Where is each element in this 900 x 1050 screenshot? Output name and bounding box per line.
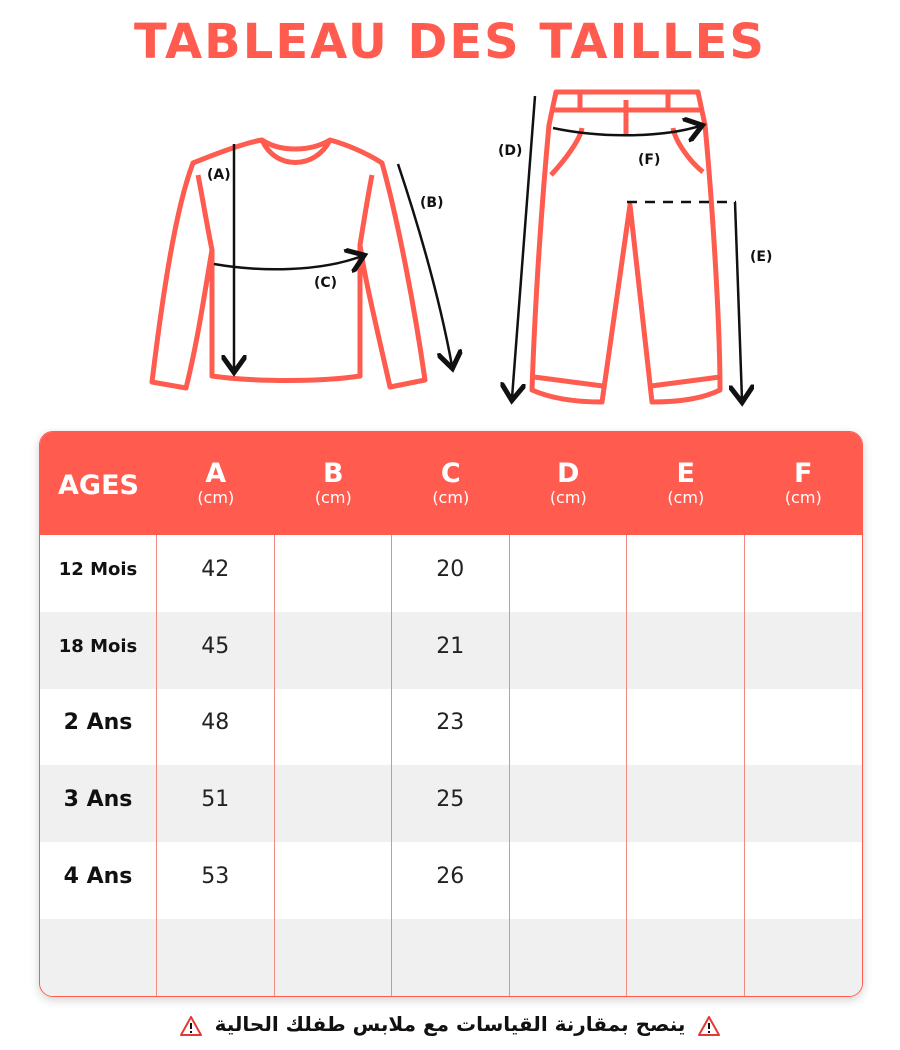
value-cell: 26 [392,842,510,919]
table-row [40,535,862,612]
header-col-c [392,432,510,535]
value-cell: 51 [157,765,275,842]
value-cell [745,689,863,766]
value-cell [275,842,393,919]
header-unit: (cm) [667,487,705,507]
value-cell [745,919,863,996]
table-row [40,919,862,996]
header-letter: A [205,457,227,489]
value-cell: 20 [392,535,510,612]
value-cell [745,535,863,612]
dim-label-b: (B) [420,195,444,211]
dim-label-d: (D) [498,143,523,159]
header-col-b [275,432,393,535]
header-unit: (cm) [197,487,235,507]
value-cell [627,612,745,689]
value-cell [275,919,393,996]
advice-note-text: ينصح بمقارنة القياسات مع ملابس طفلك الحالية [214,1012,686,1036]
header-col-a [157,432,275,535]
dim-label-f: (F) [638,152,661,168]
table-header [40,432,862,535]
value-cell [745,842,863,919]
header-letter: F [794,457,813,489]
header-letter: C [440,457,461,489]
header-unit: (cm) [549,487,587,507]
age-cell: 2 Ans [40,689,157,766]
page-title: TABLEAU DES TAILLES [134,14,766,70]
age-cell: 4 Ans [40,842,157,919]
header-unit: (cm) [432,487,470,507]
header-unit: (cm) [784,487,822,507]
value-cell [510,689,628,766]
header-letter: D [557,457,580,489]
age-cell [40,919,157,996]
table-row [40,612,862,689]
value-cell [745,612,863,689]
value-cell [627,919,745,996]
header-col-e [627,432,745,535]
value-cell [510,919,628,996]
age-cell: 18 Mois [40,612,157,689]
header-unit: (cm) [314,487,352,507]
value-cell [745,765,863,842]
dim-label-c: (C) [314,275,338,291]
pants-diagram-icon [532,92,720,402]
garment-illustration [0,80,900,420]
value-cell: 42 [157,535,275,612]
value-cell [275,535,393,612]
size-table [39,431,863,997]
advice-note [0,1012,900,1036]
value-cell: 23 [392,689,510,766]
value-cell: 25 [392,765,510,842]
value-cell [510,765,628,842]
table-row [40,765,862,842]
value-cell: 21 [392,612,510,689]
value-cell [627,765,745,842]
value-cell [627,842,745,919]
table-row [40,689,862,766]
value-cell [510,842,628,919]
age-cell: 12 Mois [40,535,157,612]
value-cell: 53 [157,842,275,919]
value-cell [157,919,275,996]
value-cell: 45 [157,612,275,689]
header-letter: B [322,457,344,489]
header-col-d [510,432,628,535]
header-ages-label: AGES [58,470,139,501]
value-cell [510,535,628,612]
value-cell [275,765,393,842]
value-cell [627,535,745,612]
header-col-f [745,432,863,535]
value-cell [275,612,393,689]
header-letter: E [676,457,695,489]
value-cell [627,689,745,766]
value-cell: 48 [157,689,275,766]
table-row [40,842,862,919]
dim-label-e: (E) [750,249,773,265]
age-cell: 3 Ans [40,765,157,842]
value-cell [510,612,628,689]
value-cell [392,919,510,996]
dim-label-a: (A) [207,167,231,183]
sweater-diagram-icon [152,140,425,388]
header-ages [40,432,157,535]
warning-icon [698,1016,720,1036]
warning-icon [180,1016,202,1036]
value-cell [275,689,393,766]
